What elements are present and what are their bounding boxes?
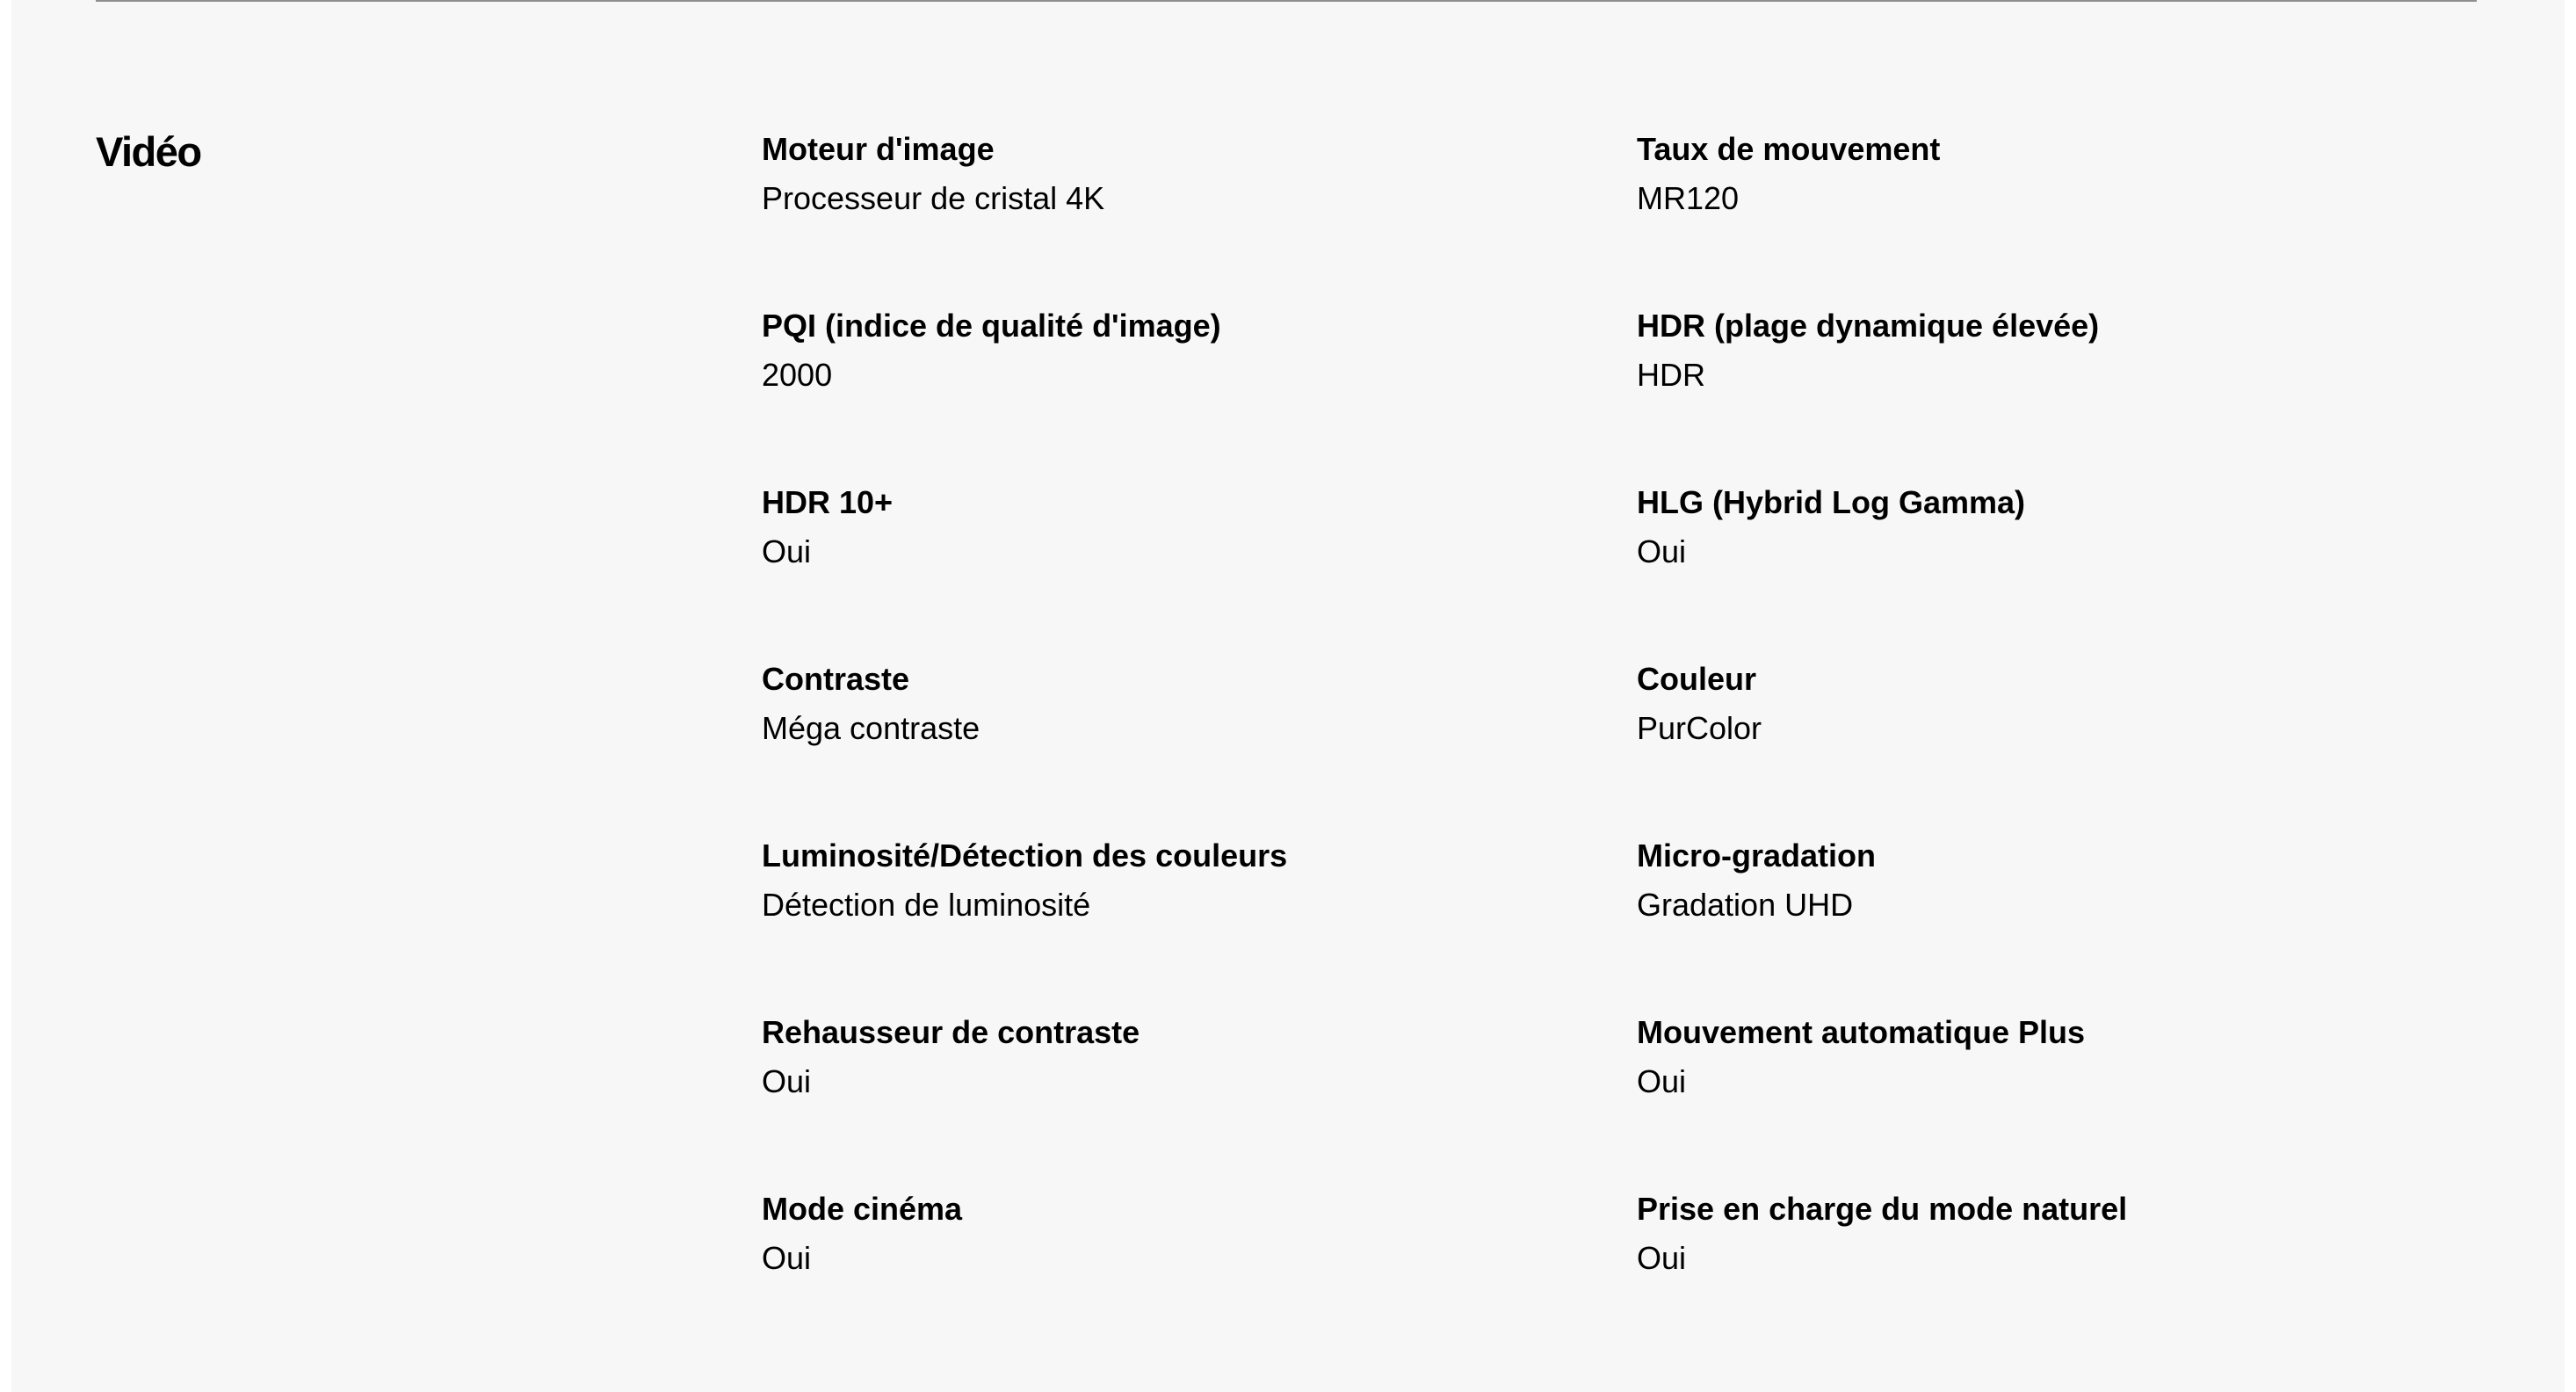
spec-value: Gradation UHD	[1637, 887, 1854, 923]
section-divider	[96, 0, 2477, 2]
spec-value: PurColor	[1637, 710, 1762, 746]
spec-value: Oui	[1637, 533, 1687, 569]
spec-value: HDR	[1637, 357, 1705, 393]
spec-item	[762, 655, 1637, 831]
spec-label: Mouvement automatique Plus	[1637, 1014, 2086, 1050]
spec-value: Oui	[762, 1063, 812, 1099]
section-title: Vidéo	[96, 128, 201, 175]
spec-label: HDR 10+	[762, 484, 894, 520]
spec-item	[1637, 655, 2428, 831]
spec-value: MR120	[1637, 180, 1740, 216]
spec-label: HDR (plage dynamique élevée)	[1637, 308, 2100, 344]
spec-label: Moteur d'image	[762, 131, 995, 167]
spec-item	[1637, 478, 2428, 655]
spec-label: Mode cinéma	[762, 1191, 963, 1227]
spec-value: Méga contraste	[762, 710, 980, 746]
spec-item	[762, 1185, 1637, 1361]
spec-label: Rehausseur de contraste	[762, 1014, 1140, 1050]
spec-value: 2000	[762, 357, 833, 393]
spec-item	[1637, 831, 2428, 1008]
spec-label: PQI (indice de qualité d'image)	[762, 308, 1221, 344]
spec-value: Oui	[762, 533, 812, 569]
spec-value: Oui	[1637, 1063, 1687, 1099]
spec-label: Taux de mouvement	[1637, 131, 1941, 167]
spec-label: Contraste	[762, 661, 910, 697]
spec-value: Processeur de cristal 4K	[762, 180, 1105, 216]
spec-label: HLG (Hybrid Log Gamma)	[1637, 484, 2026, 520]
spec-label: Prise en charge du mode naturel	[1637, 1191, 2128, 1227]
spec-value: Détection de luminosité	[762, 887, 1091, 923]
spec-item	[762, 478, 1637, 655]
spec-item	[1637, 301, 2428, 478]
spec-item	[1637, 1185, 2428, 1361]
spec-value: Oui	[1637, 1240, 1687, 1276]
spec-label: Luminosité/Détection des couleurs	[762, 837, 1288, 874]
spec-value: Oui	[762, 1240, 812, 1276]
specs-grid	[762, 125, 2431, 1361]
spec-item	[762, 125, 1637, 301]
specs-panel	[11, 0, 2565, 1392]
spec-label: Couleur	[1637, 661, 1757, 697]
spec-item	[762, 301, 1637, 478]
spec-label: Micro-gradation	[1637, 837, 1877, 874]
spec-item	[762, 1008, 1637, 1185]
spec-item	[762, 831, 1637, 1008]
spec-item	[1637, 1008, 2428, 1185]
spec-item	[1637, 125, 2428, 301]
